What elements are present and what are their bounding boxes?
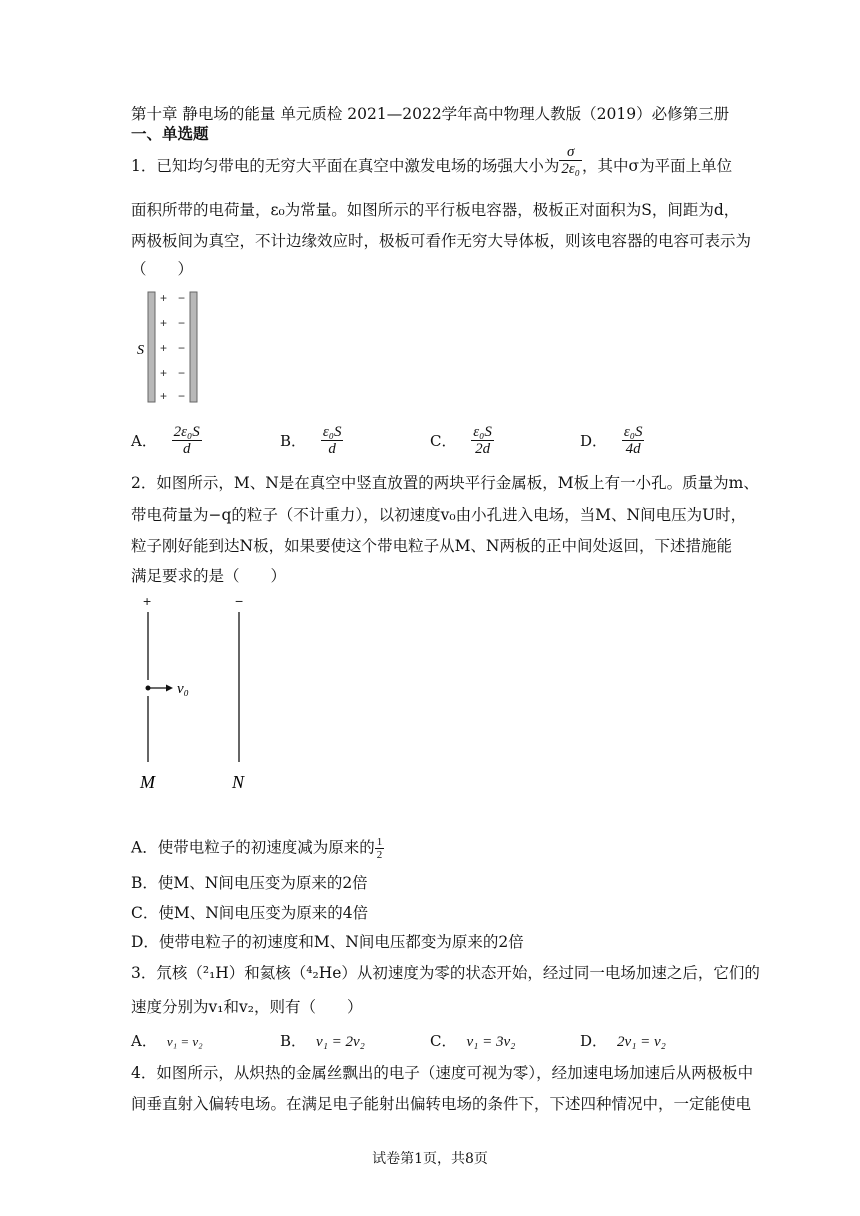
q3-option-b[interactable] bbox=[280, 1030, 365, 1051]
minus-sign: − bbox=[178, 341, 186, 355]
option-expr: v₁ = 3v₂ bbox=[466, 1034, 516, 1050]
plus-sign: + bbox=[160, 341, 168, 355]
plus-sign: + bbox=[160, 316, 168, 330]
option-letter: C． bbox=[430, 1032, 457, 1050]
option-letter: D． bbox=[580, 1032, 608, 1050]
q1-line2: 面积所带的电荷量，ε₀为常量。如图所示的平行板电容器，极板正对面积为S，间距为d， bbox=[131, 201, 740, 219]
q1-line3: 两极板间为真空，不计边缘效应时，极板可看作无穷大导体板，则该电容器的电容可表示为 bbox=[131, 232, 752, 250]
q2-option-d[interactable]: D．使带电粒子的初速度和M、N间电压都变为原来的2倍 bbox=[131, 933, 524, 951]
q1-line1 bbox=[131, 143, 733, 177]
option-expr: v₁ = 2v₂ bbox=[316, 1034, 365, 1050]
q1-option-d[interactable] bbox=[580, 424, 644, 457]
minus-sign: − bbox=[178, 389, 186, 403]
option-letter: C． bbox=[430, 432, 457, 450]
plus-sign: + bbox=[143, 593, 152, 609]
area-label-s: S bbox=[137, 343, 144, 358]
minus-sign: − bbox=[178, 366, 186, 380]
q3-option-d[interactable] bbox=[580, 1030, 666, 1051]
section-heading: 一、单选题 bbox=[131, 124, 209, 143]
frac-num: ε₀S bbox=[623, 424, 643, 440]
q2-option-b[interactable]: B．使M、N间电压变为原来的2倍 bbox=[131, 874, 368, 892]
capacitor-figure bbox=[135, 288, 210, 406]
q4-line1: 4．如图所示，从炽热的金属丝飘出的电子（速度可视为零），经加速电场加速后从两极板中 bbox=[131, 1064, 754, 1082]
frac-den: 2d bbox=[475, 441, 491, 457]
option-fraction bbox=[375, 836, 385, 861]
plate-m-label: M bbox=[140, 772, 155, 792]
q1-option-a[interactable] bbox=[131, 424, 202, 457]
v0-label: v₀ bbox=[177, 681, 189, 697]
option-fraction bbox=[172, 424, 202, 457]
q2-option-a[interactable] bbox=[131, 836, 384, 861]
option-letter: A． bbox=[131, 432, 157, 450]
option-fraction bbox=[622, 424, 645, 457]
frac-num: ε₀S bbox=[322, 424, 342, 440]
q2-option-c[interactable]: C．使M、N间电压变为原来的4倍 bbox=[131, 904, 369, 922]
left-plate bbox=[148, 292, 155, 402]
right-plate bbox=[190, 292, 197, 402]
option-fraction bbox=[321, 424, 344, 457]
plus-sign: + bbox=[160, 366, 168, 380]
option-fraction bbox=[471, 424, 494, 457]
q2-line2: 带电荷量为−q的粒子（不计重力），以初速度v₀由小孔进入电场，当M、N间电压为U时， bbox=[131, 506, 747, 524]
q1-field-fraction bbox=[559, 144, 582, 177]
q2-line1: 2．如图所示，M、N是在真空中竖直放置的两块平行金属板，M板上有一小孔。质量为m、 bbox=[131, 474, 759, 492]
plate-n-label: N bbox=[232, 772, 245, 792]
arrow-head bbox=[166, 685, 173, 692]
frac-den: d bbox=[328, 441, 336, 457]
frac-den: d bbox=[182, 441, 191, 457]
option-text: A．使带电粒子的初速度减为原来的 bbox=[131, 838, 375, 857]
minus-sign: − bbox=[235, 593, 244, 609]
q1-frac-den: 2ε₀ bbox=[561, 160, 581, 177]
plus-sign: + bbox=[160, 389, 168, 403]
q1-option-b[interactable] bbox=[280, 424, 343, 457]
option-expr: 2v₁ = v₂ bbox=[617, 1034, 666, 1050]
q2-line3: 粒子刚好能到达N板，如果要使这个带电粒子从M、N两板的正中间处返回，下述措施能 bbox=[131, 537, 732, 555]
q1-line4: （ ） bbox=[131, 260, 194, 278]
q1-line1-a: 1．已知均匀带电的无穷大平面在真空中激发电场的场强大小为 bbox=[131, 157, 560, 175]
q2-line4: 满足要求的是（ ） bbox=[131, 567, 287, 585]
q3-line2: 速度分别为v₁和v₂，则有（ ） bbox=[131, 998, 363, 1016]
option-letter: B． bbox=[280, 1032, 307, 1050]
plates-figure bbox=[135, 590, 265, 800]
frac-den: 4d bbox=[625, 441, 641, 457]
exam-title: 第十章 静电场的能量 单元质检 2021—2022学年高中物理人教版（2019）必修第三册 bbox=[131, 105, 730, 123]
option-expr: v₁ = v₂ bbox=[166, 1034, 203, 1049]
q1-line1-b: ，其中σ为平面上单位 bbox=[582, 157, 733, 175]
frac-den: 2 bbox=[376, 849, 383, 861]
option-letter: B． bbox=[280, 432, 307, 450]
frac-num: 2ε₀S bbox=[173, 424, 200, 440]
q3-line1: 3．氘核（²₁H）和氦核（⁴₂He）从初速度为零的状态开始，经过同一电场加速之后，它们的 bbox=[131, 964, 760, 982]
q3-option-c[interactable] bbox=[430, 1030, 515, 1051]
q1-frac-num: σ bbox=[559, 144, 582, 161]
q3-option-a[interactable] bbox=[131, 1030, 203, 1051]
q1-option-c[interactable] bbox=[430, 424, 494, 457]
frac-num: 1 bbox=[376, 836, 383, 848]
option-letter: D． bbox=[580, 432, 608, 450]
minus-sign: − bbox=[178, 316, 186, 330]
option-letter: A． bbox=[131, 1032, 157, 1050]
minus-sign: − bbox=[178, 291, 186, 305]
plus-sign: + bbox=[160, 291, 168, 305]
q4-line2: 间垂直射入偏转电场。在满足电子能射出偏转电场的条件下，下述四种情况中，一定能使电 bbox=[131, 1095, 752, 1113]
frac-num: ε₀S bbox=[473, 424, 492, 440]
page-footer: 试卷第1页，共8页 bbox=[372, 1151, 488, 1167]
